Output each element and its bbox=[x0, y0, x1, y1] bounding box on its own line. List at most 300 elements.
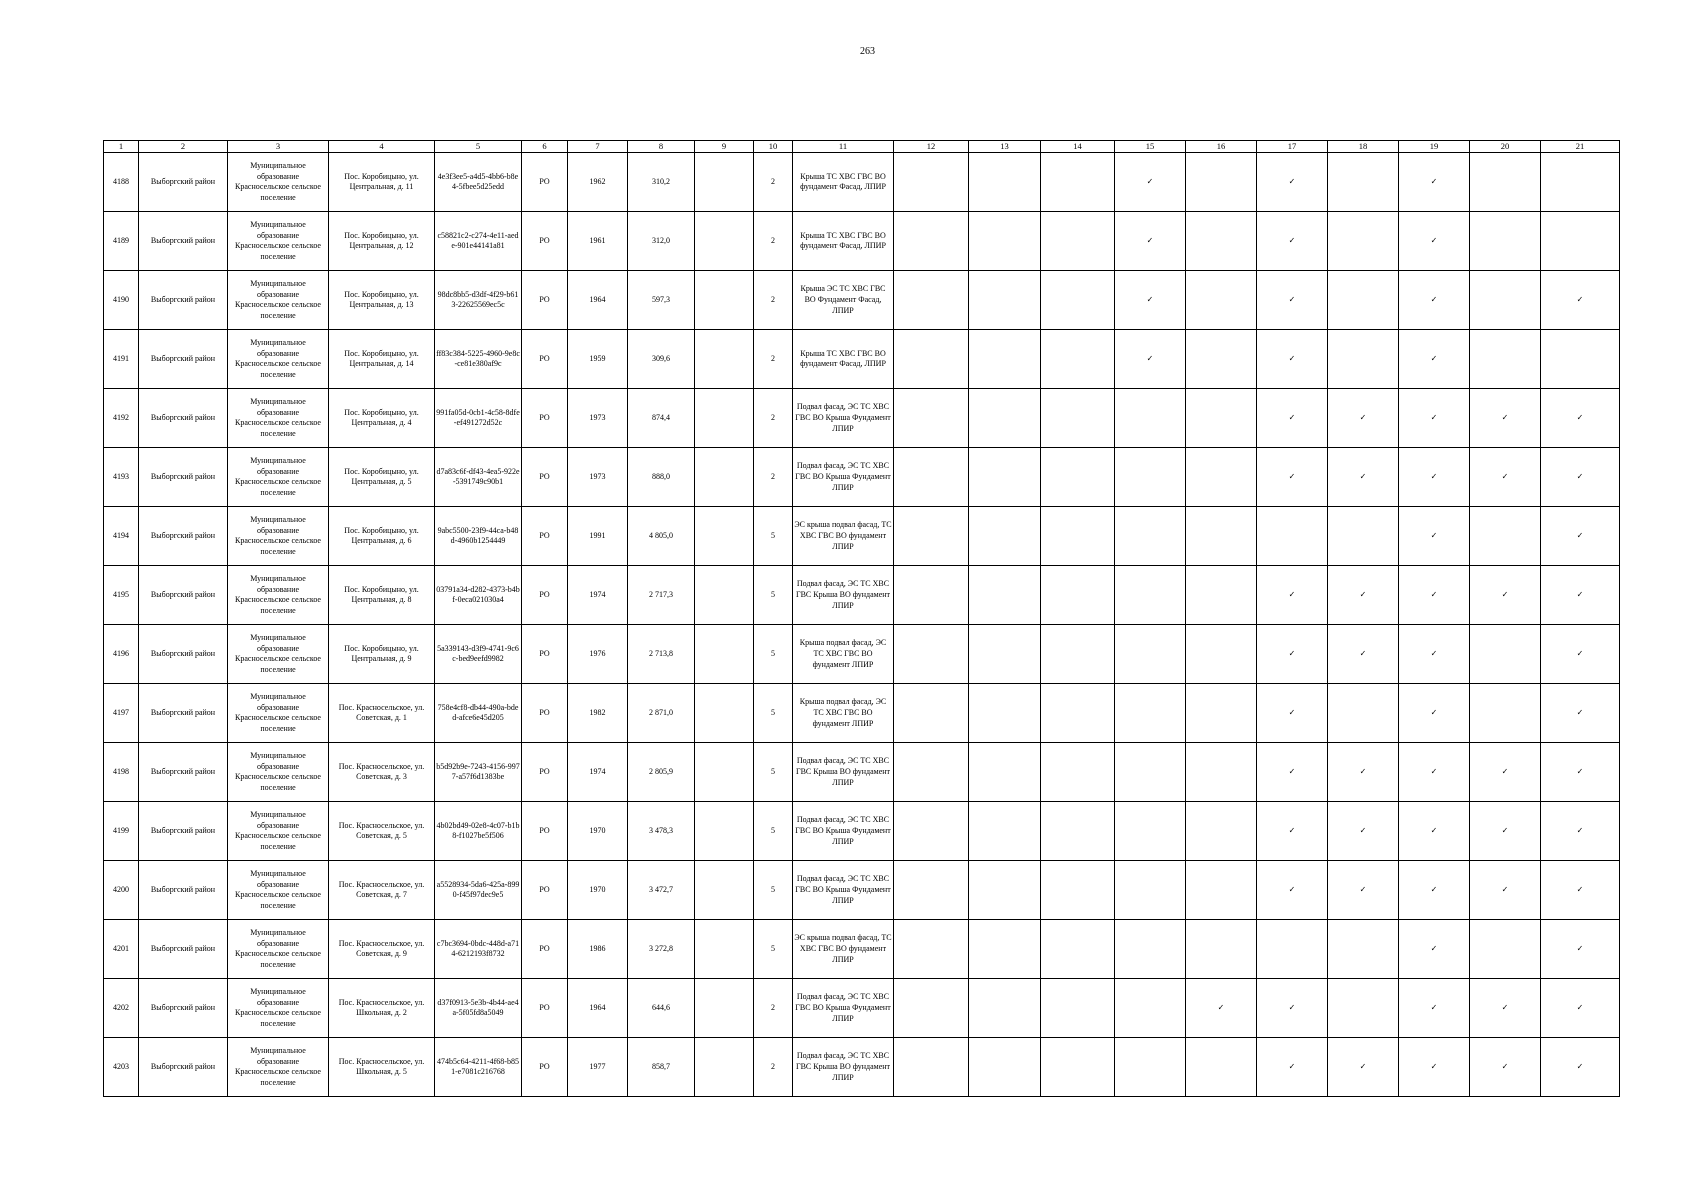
checkmark-icon: ✓ bbox=[1115, 153, 1186, 212]
type-cell: РО bbox=[522, 271, 568, 330]
checkmark-icon: ✓ bbox=[1328, 861, 1399, 920]
row-number: 4193 bbox=[104, 448, 139, 507]
checkmark-icon: ✓ bbox=[1541, 684, 1620, 743]
checkmark-icon: ✓ bbox=[1470, 389, 1541, 448]
table-row bbox=[104, 920, 1620, 979]
table-row bbox=[104, 802, 1620, 861]
area-cell: 3 272,8 bbox=[628, 920, 695, 979]
checkmark-icon: ✓ bbox=[1541, 979, 1620, 1038]
checkmark-icon: ✓ bbox=[1328, 1038, 1399, 1097]
empty-cell-col16 bbox=[1186, 448, 1257, 507]
checkmark-icon: ✓ bbox=[1257, 861, 1328, 920]
column-header-14: 14 bbox=[1041, 141, 1115, 153]
guid-cell: 991fa05d-0cb1-4c58-8dfe-ef491272d52c bbox=[435, 389, 522, 448]
empty-cell-col12 bbox=[894, 389, 969, 448]
year-cell: 1976 bbox=[568, 625, 628, 684]
checkmark-icon: ✓ bbox=[1399, 389, 1470, 448]
row-number: 4190 bbox=[104, 271, 139, 330]
empty-cell-col12 bbox=[894, 920, 969, 979]
area-cell: 4 805,0 bbox=[628, 507, 695, 566]
empty-cell-col14 bbox=[1041, 920, 1115, 979]
empty-cell-col16 bbox=[1186, 271, 1257, 330]
works-cell: Крыша ЭС ТС ХВС ГВС ВО Фундамент Фасад, ЛПИР bbox=[793, 271, 894, 330]
column-header-16: 16 bbox=[1186, 141, 1257, 153]
year-cell: 1986 bbox=[568, 920, 628, 979]
year-cell: 1961 bbox=[568, 212, 628, 271]
col9-cell bbox=[695, 979, 754, 1038]
table-row bbox=[104, 389, 1620, 448]
empty-cell-col21 bbox=[1541, 330, 1620, 389]
row-number: 4199 bbox=[104, 802, 139, 861]
checkmark-icon: ✓ bbox=[1328, 625, 1399, 684]
municipality-cell: Муниципальное образование Красносельское сельское поселение bbox=[228, 330, 329, 389]
column-header-6: 6 bbox=[522, 141, 568, 153]
district-cell: Выборгский район bbox=[139, 802, 228, 861]
checkmark-icon: ✓ bbox=[1399, 625, 1470, 684]
checkmark-icon: ✓ bbox=[1541, 566, 1620, 625]
col9-cell bbox=[695, 743, 754, 802]
empty-cell-col12 bbox=[894, 507, 969, 566]
table-row bbox=[104, 448, 1620, 507]
type-cell: РО bbox=[522, 802, 568, 861]
area-cell: 310,2 bbox=[628, 153, 695, 212]
empty-cell-col12 bbox=[894, 330, 969, 389]
empty-cell-col16 bbox=[1186, 507, 1257, 566]
empty-cell-col12 bbox=[894, 743, 969, 802]
district-cell: Выборгский район bbox=[139, 566, 228, 625]
checkmark-icon: ✓ bbox=[1115, 212, 1186, 271]
guid-cell: c58821c2-c274-4e11-aede-901e44141a81 bbox=[435, 212, 522, 271]
checkmark-icon: ✓ bbox=[1257, 802, 1328, 861]
floors-cell: 2 bbox=[754, 448, 793, 507]
empty-cell-col15 bbox=[1115, 920, 1186, 979]
municipality-cell: Муниципальное образование Красносельское сельское поселение bbox=[228, 212, 329, 271]
checkmark-icon: ✓ bbox=[1399, 566, 1470, 625]
year-cell: 1970 bbox=[568, 861, 628, 920]
address-cell: Пос. Коробицыно, ул. Центральная, д. 9 bbox=[329, 625, 435, 684]
empty-cell-col12 bbox=[894, 802, 969, 861]
empty-cell-col13 bbox=[969, 684, 1041, 743]
table-row bbox=[104, 1038, 1620, 1097]
empty-cell-col12 bbox=[894, 153, 969, 212]
municipality-cell: Муниципальное образование Красносельское сельское поселение bbox=[228, 153, 329, 212]
works-cell: Подвал фасад, ЭС ТС ХВС ГВС ВО Крыша Фундамент ЛПИР bbox=[793, 448, 894, 507]
empty-cell-col20 bbox=[1470, 684, 1541, 743]
checkmark-icon: ✓ bbox=[1257, 448, 1328, 507]
works-cell: Подвал фасад, ЭС ТС ХВС ГВС Крыша ВО фундамент ЛПИР bbox=[793, 743, 894, 802]
table-row bbox=[104, 330, 1620, 389]
floors-cell: 5 bbox=[754, 802, 793, 861]
empty-cell-col15 bbox=[1115, 625, 1186, 684]
address-cell: Пос. Красносельское, ул. Советская, д. 5 bbox=[329, 802, 435, 861]
column-header-9: 9 bbox=[695, 141, 754, 153]
area-cell: 2 871,0 bbox=[628, 684, 695, 743]
housing-register-table bbox=[103, 140, 1620, 1097]
checkmark-icon: ✓ bbox=[1328, 448, 1399, 507]
checkmark-icon: ✓ bbox=[1541, 861, 1620, 920]
empty-cell-col16 bbox=[1186, 802, 1257, 861]
empty-cell-col16 bbox=[1186, 684, 1257, 743]
address-cell: Пос. Красносельское, ул. Советская, д. 1 bbox=[329, 684, 435, 743]
year-cell: 1964 bbox=[568, 271, 628, 330]
empty-cell-col15 bbox=[1115, 448, 1186, 507]
table-row bbox=[104, 566, 1620, 625]
table-row bbox=[104, 979, 1620, 1038]
district-cell: Выборгский район bbox=[139, 507, 228, 566]
address-cell: Пос. Красносельское, ул. Школьная, д. 5 bbox=[329, 1038, 435, 1097]
column-header-17: 17 bbox=[1257, 141, 1328, 153]
works-cell: Крыша ТС ХВС ГВС ВО фундамент Фасад, ЛПИР bbox=[793, 330, 894, 389]
checkmark-icon: ✓ bbox=[1541, 920, 1620, 979]
checkmark-icon: ✓ bbox=[1541, 625, 1620, 684]
empty-cell-col14 bbox=[1041, 566, 1115, 625]
address-cell: Пос. Красносельское, ул. Советская, д. 7 bbox=[329, 861, 435, 920]
empty-cell-col15 bbox=[1115, 743, 1186, 802]
empty-cell-col14 bbox=[1041, 212, 1115, 271]
checkmark-icon: ✓ bbox=[1541, 507, 1620, 566]
checkmark-icon: ✓ bbox=[1470, 743, 1541, 802]
row-number: 4200 bbox=[104, 861, 139, 920]
checkmark-icon: ✓ bbox=[1328, 566, 1399, 625]
empty-cell-col14 bbox=[1041, 448, 1115, 507]
area-cell: 2 805,9 bbox=[628, 743, 695, 802]
address-cell: Пос. Коробицыно, ул. Центральная, д. 14 bbox=[329, 330, 435, 389]
works-cell: ЭС крыша подвал фасад, ТС ХВС ГВС ВО фундамент ЛПИР bbox=[793, 920, 894, 979]
empty-cell-col14 bbox=[1041, 153, 1115, 212]
municipality-cell: Муниципальное образование Красносельское сельское поселение bbox=[228, 448, 329, 507]
column-header-19: 19 bbox=[1399, 141, 1470, 153]
checkmark-icon: ✓ bbox=[1541, 802, 1620, 861]
year-cell: 1970 bbox=[568, 802, 628, 861]
municipality-cell: Муниципальное образование Красносельское сельское поселение bbox=[228, 625, 329, 684]
checkmark-icon: ✓ bbox=[1328, 389, 1399, 448]
empty-cell-col12 bbox=[894, 448, 969, 507]
empty-cell-col20 bbox=[1470, 330, 1541, 389]
floors-cell: 2 bbox=[754, 212, 793, 271]
floors-cell: 5 bbox=[754, 920, 793, 979]
empty-cell-col13 bbox=[969, 507, 1041, 566]
works-cell: Подвал фасад, ЭС ТС ХВС ГВС ВО Крыша Фундамент ЛПИР bbox=[793, 979, 894, 1038]
empty-cell-col12 bbox=[894, 566, 969, 625]
guid-cell: 98dc8bb5-d3df-4f29-b613-22625569ec5c bbox=[435, 271, 522, 330]
row-number: 4188 bbox=[104, 153, 139, 212]
column-header-2: 2 bbox=[139, 141, 228, 153]
empty-cell-col18 bbox=[1328, 212, 1399, 271]
year-cell: 1974 bbox=[568, 743, 628, 802]
checkmark-icon: ✓ bbox=[1115, 271, 1186, 330]
district-cell: Выборгский район bbox=[139, 448, 228, 507]
column-header-15: 15 bbox=[1115, 141, 1186, 153]
floors-cell: 2 bbox=[754, 330, 793, 389]
col9-cell bbox=[695, 1038, 754, 1097]
column-header-20: 20 bbox=[1470, 141, 1541, 153]
works-cell: Крыша подвал фасад, ЭС ТС ХВС ГВС ВО фундамент ЛПИР bbox=[793, 625, 894, 684]
empty-cell-col14 bbox=[1041, 802, 1115, 861]
empty-cell-col20 bbox=[1470, 271, 1541, 330]
table-row bbox=[104, 684, 1620, 743]
district-cell: Выборгский район bbox=[139, 861, 228, 920]
empty-cell-col13 bbox=[969, 566, 1041, 625]
municipality-cell: Муниципальное образование Красносельское сельское поселение bbox=[228, 684, 329, 743]
type-cell: РО bbox=[522, 625, 568, 684]
empty-cell-col15 bbox=[1115, 979, 1186, 1038]
checkmark-icon: ✓ bbox=[1399, 861, 1470, 920]
empty-cell-col14 bbox=[1041, 507, 1115, 566]
checkmark-icon: ✓ bbox=[1541, 743, 1620, 802]
checkmark-icon: ✓ bbox=[1399, 448, 1470, 507]
checkmark-icon: ✓ bbox=[1257, 389, 1328, 448]
empty-cell-col13 bbox=[969, 389, 1041, 448]
checkmark-icon: ✓ bbox=[1399, 153, 1470, 212]
municipality-cell: Муниципальное образование Красносельское сельское поселение bbox=[228, 861, 329, 920]
column-header-11: 11 bbox=[793, 141, 894, 153]
col9-cell bbox=[695, 507, 754, 566]
table-row bbox=[104, 743, 1620, 802]
empty-cell-col16 bbox=[1186, 861, 1257, 920]
district-cell: Выборгский район bbox=[139, 920, 228, 979]
guid-cell: 758e4cf8-db44-490a-bded-afce6e45d205 bbox=[435, 684, 522, 743]
empty-cell-col14 bbox=[1041, 743, 1115, 802]
empty-cell-col20 bbox=[1470, 920, 1541, 979]
empty-cell-col16 bbox=[1186, 389, 1257, 448]
municipality-cell: Муниципальное образование Красносельское сельское поселение bbox=[228, 979, 329, 1038]
empty-cell-col18 bbox=[1328, 979, 1399, 1038]
column-header-12: 12 bbox=[894, 141, 969, 153]
checkmark-icon: ✓ bbox=[1470, 802, 1541, 861]
row-number: 4201 bbox=[104, 920, 139, 979]
table-row bbox=[104, 861, 1620, 920]
works-cell: ЭС крыша подвал фасад, ТС ХВС ГВС ВО фундамент ЛПИР bbox=[793, 507, 894, 566]
floors-cell: 2 bbox=[754, 271, 793, 330]
checkmark-icon: ✓ bbox=[1257, 330, 1328, 389]
empty-cell-col17 bbox=[1257, 507, 1328, 566]
guid-cell: 5a339143-d3f9-4741-9c6c-bed9eefd9982 bbox=[435, 625, 522, 684]
municipality-cell: Муниципальное образование Красносельское сельское поселение bbox=[228, 743, 329, 802]
checkmark-icon: ✓ bbox=[1328, 802, 1399, 861]
checkmark-icon: ✓ bbox=[1328, 743, 1399, 802]
empty-cell-col16 bbox=[1186, 330, 1257, 389]
guid-cell: 9abc5500-23f9-44ca-b48d-4960b1254449 bbox=[435, 507, 522, 566]
year-cell: 1973 bbox=[568, 448, 628, 507]
area-cell: 2 713,8 bbox=[628, 625, 695, 684]
address-cell: Пос. Коробицыно, ул. Центральная, д. 5 bbox=[329, 448, 435, 507]
year-cell: 1973 bbox=[568, 389, 628, 448]
guid-cell: b5d92b9e-7243-4156-9977-a57f6d1383be bbox=[435, 743, 522, 802]
year-cell: 1991 bbox=[568, 507, 628, 566]
empty-cell-col13 bbox=[969, 920, 1041, 979]
checkmark-icon: ✓ bbox=[1470, 979, 1541, 1038]
guid-cell: 03791a34-d282-4373-b4bf-0eca021030a4 bbox=[435, 566, 522, 625]
checkmark-icon: ✓ bbox=[1399, 684, 1470, 743]
empty-cell-col13 bbox=[969, 153, 1041, 212]
column-header-1: 1 bbox=[104, 141, 139, 153]
empty-cell-col13 bbox=[969, 448, 1041, 507]
empty-cell-col18 bbox=[1328, 920, 1399, 979]
type-cell: РО bbox=[522, 153, 568, 212]
checkmark-icon: ✓ bbox=[1399, 1038, 1470, 1097]
checkmark-icon: ✓ bbox=[1257, 684, 1328, 743]
municipality-cell: Муниципальное образование Красносельское сельское поселение bbox=[228, 566, 329, 625]
address-cell: Пос. Коробицыно, ул. Центральная, д. 6 bbox=[329, 507, 435, 566]
empty-cell-col12 bbox=[894, 271, 969, 330]
empty-cell-col15 bbox=[1115, 389, 1186, 448]
checkmark-icon: ✓ bbox=[1257, 212, 1328, 271]
works-cell: Крыша ТС ХВС ГВС ВО фундамент Фасад, ЛПИР bbox=[793, 212, 894, 271]
municipality-cell: Муниципальное образование Красносельское сельское поселение bbox=[228, 1038, 329, 1097]
district-cell: Выборгский район bbox=[139, 979, 228, 1038]
row-number: 4191 bbox=[104, 330, 139, 389]
checkmark-icon: ✓ bbox=[1470, 448, 1541, 507]
empty-cell-col20 bbox=[1470, 507, 1541, 566]
table-row bbox=[104, 153, 1620, 212]
empty-cell-col16 bbox=[1186, 920, 1257, 979]
type-cell: РО bbox=[522, 1038, 568, 1097]
empty-cell-col13 bbox=[969, 212, 1041, 271]
checkmark-icon: ✓ bbox=[1470, 861, 1541, 920]
row-number: 4202 bbox=[104, 979, 139, 1038]
page-number: 263 bbox=[860, 46, 875, 57]
area-cell: 3 472,7 bbox=[628, 861, 695, 920]
area-cell: 874,4 bbox=[628, 389, 695, 448]
empty-cell-col13 bbox=[969, 743, 1041, 802]
floors-cell: 5 bbox=[754, 861, 793, 920]
floors-cell: 5 bbox=[754, 566, 793, 625]
type-cell: РО bbox=[522, 448, 568, 507]
works-cell: Подвал фасад, ЭС ТС ХВС ГВС ВО Крыша Фундамент ЛПИР bbox=[793, 802, 894, 861]
table-body bbox=[104, 153, 1620, 1097]
empty-cell-col15 bbox=[1115, 802, 1186, 861]
address-cell: Пос. Коробицыно, ул. Центральная, д. 8 bbox=[329, 566, 435, 625]
column-header-4: 4 bbox=[329, 141, 435, 153]
checkmark-icon: ✓ bbox=[1257, 1038, 1328, 1097]
checkmark-icon: ✓ bbox=[1399, 507, 1470, 566]
works-cell: Крыша подвал фасад, ЭС ТС ХВС ГВС ВО фундамент ЛПИР bbox=[793, 684, 894, 743]
works-cell: Подвал фасад, ЭС ТС ХВС ГВС ВО Крыша Фундамент ЛПИР bbox=[793, 861, 894, 920]
empty-cell-col21 bbox=[1541, 212, 1620, 271]
checkmark-icon: ✓ bbox=[1399, 802, 1470, 861]
type-cell: РО bbox=[522, 979, 568, 1038]
empty-cell-col12 bbox=[894, 625, 969, 684]
floors-cell: 5 bbox=[754, 507, 793, 566]
empty-cell-col18 bbox=[1328, 271, 1399, 330]
checkmark-icon: ✓ bbox=[1399, 979, 1470, 1038]
municipality-cell: Муниципальное образование Красносельское сельское поселение bbox=[228, 920, 329, 979]
municipality-cell: Муниципальное образование Красносельское сельское поселение bbox=[228, 507, 329, 566]
empty-cell-col13 bbox=[969, 1038, 1041, 1097]
guid-cell: d7a83c6f-df43-4ea5-922e-5391749c90b1 bbox=[435, 448, 522, 507]
district-cell: Выборгский район bbox=[139, 389, 228, 448]
empty-cell-col18 bbox=[1328, 507, 1399, 566]
type-cell: РО bbox=[522, 389, 568, 448]
floors-cell: 5 bbox=[754, 625, 793, 684]
empty-cell-col14 bbox=[1041, 861, 1115, 920]
empty-cell-col16 bbox=[1186, 212, 1257, 271]
row-number: 4195 bbox=[104, 566, 139, 625]
table-row bbox=[104, 625, 1620, 684]
address-cell: Пос. Красносельское, ул. Советская, д. 9 bbox=[329, 920, 435, 979]
type-cell: РО bbox=[522, 330, 568, 389]
row-number: 4192 bbox=[104, 389, 139, 448]
empty-cell-col13 bbox=[969, 802, 1041, 861]
empty-cell-col14 bbox=[1041, 271, 1115, 330]
empty-cell-col18 bbox=[1328, 684, 1399, 743]
area-cell: 2 717,3 bbox=[628, 566, 695, 625]
address-cell: Пос. Коробицыно, ул. Центральная, д. 11 bbox=[329, 153, 435, 212]
floors-cell: 2 bbox=[754, 979, 793, 1038]
column-header-10: 10 bbox=[754, 141, 793, 153]
type-cell: РО bbox=[522, 743, 568, 802]
address-cell: Пос. Коробицыно, ул. Центральная, д. 4 bbox=[329, 389, 435, 448]
col9-cell bbox=[695, 271, 754, 330]
table-row bbox=[104, 212, 1620, 271]
district-cell: Выборгский район bbox=[139, 212, 228, 271]
empty-cell-col15 bbox=[1115, 1038, 1186, 1097]
empty-cell-col14 bbox=[1041, 330, 1115, 389]
works-cell: Подвал фасад, ЭС ТС ХВС ГВС ВО Крыша Фундамент ЛПИР bbox=[793, 389, 894, 448]
year-cell: 1959 bbox=[568, 330, 628, 389]
type-cell: РО bbox=[522, 507, 568, 566]
col9-cell bbox=[695, 448, 754, 507]
empty-cell-col20 bbox=[1470, 625, 1541, 684]
guid-cell: d37f0913-5e3b-4b44-ae4a-5f05fd8a5049 bbox=[435, 979, 522, 1038]
area-cell: 597,3 bbox=[628, 271, 695, 330]
district-cell: Выборгский район bbox=[139, 625, 228, 684]
column-header-8: 8 bbox=[628, 141, 695, 153]
empty-cell-col13 bbox=[969, 330, 1041, 389]
checkmark-icon: ✓ bbox=[1541, 1038, 1620, 1097]
empty-cell-col12 bbox=[894, 1038, 969, 1097]
floors-cell: 2 bbox=[754, 153, 793, 212]
works-cell: Подвал фасад, ЭС ТС ХВС ГВС Крыша ВО фундамент ЛПИР bbox=[793, 1038, 894, 1097]
row-number: 4194 bbox=[104, 507, 139, 566]
district-cell: Выборгский район bbox=[139, 743, 228, 802]
address-cell: Пос. Красносельское, ул. Советская, д. 3 bbox=[329, 743, 435, 802]
empty-cell-col16 bbox=[1186, 625, 1257, 684]
type-cell: РО bbox=[522, 212, 568, 271]
area-cell: 3 478,3 bbox=[628, 802, 695, 861]
checkmark-icon: ✓ bbox=[1257, 566, 1328, 625]
empty-cell-col13 bbox=[969, 271, 1041, 330]
col9-cell bbox=[695, 920, 754, 979]
column-header-18: 18 bbox=[1328, 141, 1399, 153]
col9-cell bbox=[695, 566, 754, 625]
checkmark-icon: ✓ bbox=[1257, 625, 1328, 684]
guid-cell: a5528934-5da6-425a-8990-f45f97dec9e5 bbox=[435, 861, 522, 920]
empty-cell-col16 bbox=[1186, 743, 1257, 802]
checkmark-icon: ✓ bbox=[1399, 920, 1470, 979]
area-cell: 888,0 bbox=[628, 448, 695, 507]
row-number: 4189 bbox=[104, 212, 139, 271]
empty-cell-col16 bbox=[1186, 1038, 1257, 1097]
checkmark-icon: ✓ bbox=[1257, 153, 1328, 212]
checkmark-icon: ✓ bbox=[1541, 389, 1620, 448]
empty-cell-col18 bbox=[1328, 330, 1399, 389]
checkmark-icon: ✓ bbox=[1399, 271, 1470, 330]
works-cell: Подвал фасад, ЭС ТС ХВС ГВС Крыша ВО фундамент ЛПИР bbox=[793, 566, 894, 625]
empty-cell-col12 bbox=[894, 684, 969, 743]
empty-cell-col20 bbox=[1470, 212, 1541, 271]
municipality-cell: Муниципальное образование Красносельское сельское поселение bbox=[228, 389, 329, 448]
empty-cell-col15 bbox=[1115, 566, 1186, 625]
empty-cell-col14 bbox=[1041, 684, 1115, 743]
checkmark-icon: ✓ bbox=[1186, 979, 1257, 1038]
empty-cell-col18 bbox=[1328, 153, 1399, 212]
row-number: 4197 bbox=[104, 684, 139, 743]
col9-cell bbox=[695, 684, 754, 743]
address-cell: Пос. Коробицыно, ул. Центральная, д. 12 bbox=[329, 212, 435, 271]
floors-cell: 5 bbox=[754, 743, 793, 802]
checkmark-icon: ✓ bbox=[1541, 448, 1620, 507]
